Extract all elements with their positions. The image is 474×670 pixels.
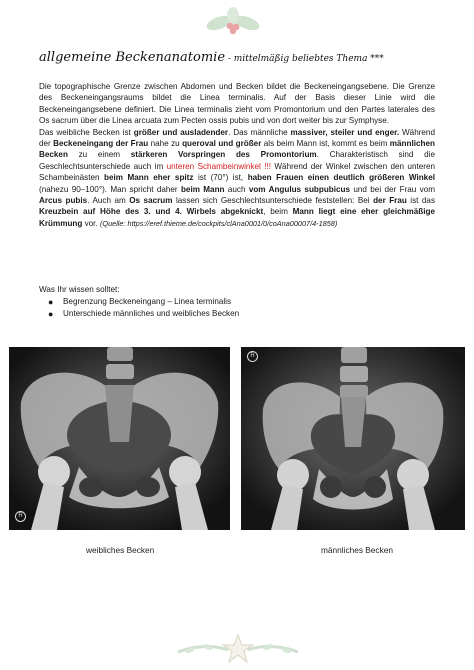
emphasis-text: größer und ausladender — [133, 127, 229, 137]
text-segment: vor. — [82, 218, 100, 228]
emphasis-text: Kreuzbein auf Höhe des 3. und 4. Wirbels abgeknickt — [39, 207, 264, 217]
emphasis-text: Mann liegt eine eher gleichmäßige Krümmung — [39, 207, 436, 228]
emphasis-text: beim Mann — [180, 184, 225, 194]
text-segment: und bei der Frau vom — [350, 184, 435, 194]
emphasis-text: Os sacrum — [129, 196, 173, 206]
text-segment: . Auch am — [87, 196, 130, 206]
text-segment: nahe zu — [148, 139, 183, 149]
text-segment: , beim — [263, 207, 293, 217]
text-segment: Während der Winkel zwischen den unteren Schambeinästen — [39, 161, 435, 183]
holly-ornament-icon — [203, 6, 263, 40]
source-citation: (Quelle: https://eref.thieme.de/cockpits/clAna0001/0/coAna00007/4-1858) — [99, 218, 338, 228]
side-marker: R — [247, 351, 258, 362]
caption-female-pelvis: weibliches Becken — [86, 545, 155, 555]
learning-goal-item: ● Begrenzung Beckeneingang – Linea terminalis — [48, 297, 232, 307]
bullet-icon: ● — [48, 297, 54, 307]
page-title-main: allgemeine Beckenanatomie — [39, 50, 226, 65]
emphasis-text: Arcus pubis — [39, 196, 88, 206]
learning-goals-list — [39, 296, 435, 320]
emphasis-text: männlichen Becken — [39, 139, 435, 160]
text-segment: als beim Mann ist, kommt es beim — [261, 139, 390, 149]
page-title-sub: - mittelmäßig beliebtes Thema *** — [225, 54, 384, 64]
star-ornament-icon — [168, 632, 308, 666]
emphasis-text: vom Angulus subpubicus — [248, 184, 351, 194]
highlight-text: unteren Schambeinwinkel !!! — [166, 161, 271, 171]
text-segment: Das weibliche Becken ist — [39, 127, 134, 137]
caption-male-pelvis: männliches Becken — [321, 545, 393, 555]
page-title — [39, 49, 459, 67]
paragraph-1: Die topographische Grenze zwischen Abdomen und Becken bildet die Beckeneingangsebene. Die Grenze des Beckeneingangsraums bildet die Linea terminalis. Auf der Basis dieser Linie wird die Beckeneingangsebene definiert. Die Linea terminalis zieht vom Promontorium und den Partes laterales des Os sacrum über die Linea arcuata zum Pecten ossis pubis und von dort weiter bis zur Symphyse. — [39, 82, 435, 126]
text-segment: ist das — [406, 196, 436, 206]
emphasis-text: haben Frauen einen deutlich größeren Winkel — [247, 173, 435, 183]
learning-goal-item: ● Unterschiede männliches und weibliches Becken — [48, 309, 240, 319]
body-text — [39, 81, 435, 229]
emphasis-text: Beckeneingang der Frau — [53, 139, 149, 149]
text-segment: . Das männliche — [228, 127, 291, 137]
text-segment: auch — [224, 184, 249, 194]
text-segment: zu einem — [67, 150, 131, 160]
text-segment: ist (70°) ist, — [193, 173, 248, 183]
learning-goals-heading: Was Ihr wissen solltet: — [39, 285, 120, 294]
learning-goals — [39, 284, 435, 320]
emphasis-text: massiver, steiler und enger. — [290, 127, 400, 137]
text-segment: Während der — [39, 127, 435, 149]
paragraph-2 — [39, 127, 435, 230]
text-segment: lassen sich Geschlechtsunterschiede feststellen: Bei — [172, 196, 374, 206]
text-segment: . Charakteristisch sind die Geschlechtsunterschiede auch im — [39, 150, 435, 171]
emphasis-text: beim Mann eher spitz — [104, 173, 194, 183]
xray-male-pelvis — [241, 347, 465, 530]
text-segment: (nahezu 90–100°). Man spricht daher — [39, 184, 181, 194]
bullet-icon: ● — [48, 309, 54, 319]
emphasis-text: stärkeren Vorspringen des Promontorium — [130, 150, 317, 160]
side-marker: R — [15, 511, 26, 522]
emphasis-text: queroval und größer — [182, 139, 262, 149]
emphasis-text: der Frau — [373, 196, 407, 206]
xray-female-pelvis — [9, 347, 230, 530]
